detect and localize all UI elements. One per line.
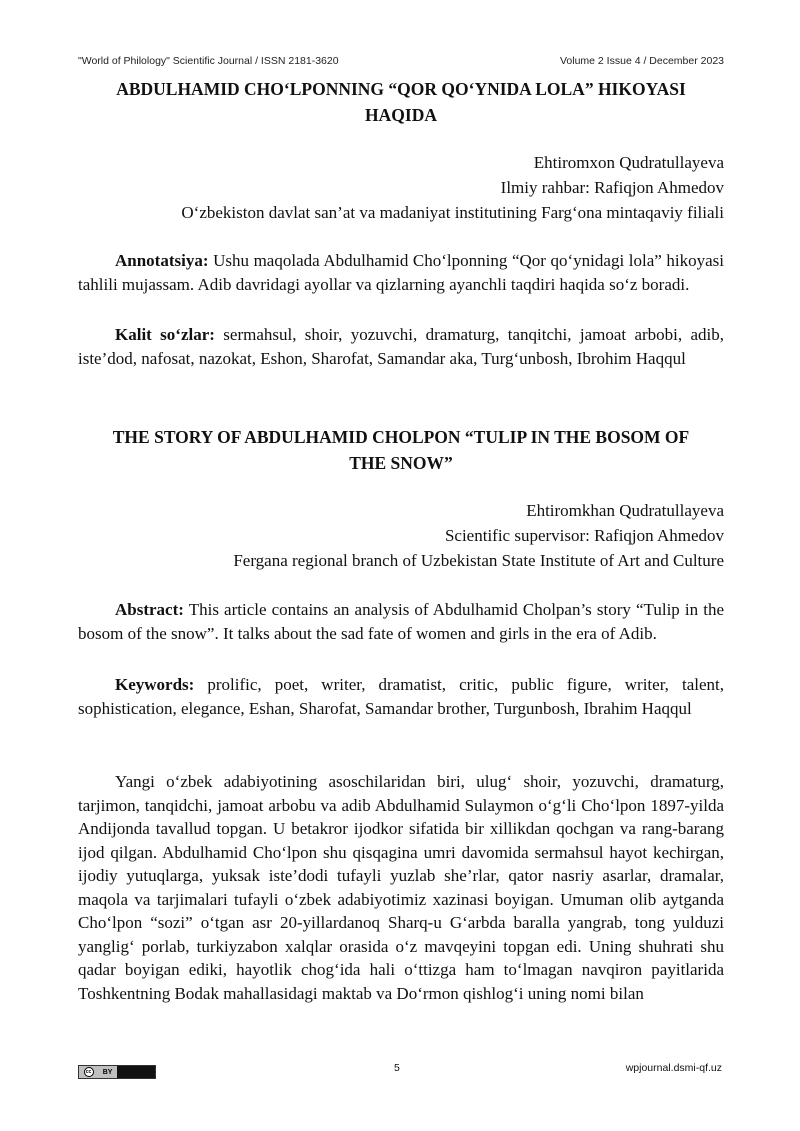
journal-name: "World of Philology" Scientific Journal / ISSN 2181-3620 [78,55,339,67]
uz-supervisor: Ilmiy rahbar: Rafiqjon Ahmedov [500,178,724,197]
en-supervisor: Scientific supervisor: Rafiqjon Ahmedov [444,526,724,545]
uz-abstract: Annotatsiya: Ushu maqolada Abdulhamid Cho‘lponning “Qor qo‘ynidagi lola” hikoyasi tahlili mujassam. Adib davridagi ayollar va qizlarning ayanchli taqdiri haqida so‘z boradi. [78,251,724,294]
body-paragraph: Yangi o‘zbek adabiyotining asoschilaridan biri, ulug‘ shoir, yozuvchi, dramaturg, tarjimon, tanqidchi, jamoat arbobu va adib Abdulhamid Sulaymon o‘g‘li Cho‘lpon 1897-yilda Andijonda tavallud topgan. U betakror ijodkor sifatida bir xillikdan qochgan va rang-barang ijod qilgan. Abdulhamid Cho‘lpon shu qisqagina umri davomida sermahsul hayot kechirgan, ijodiy yutuqlarga, yuksak iste’dodi tufayli yuzlab she’rlar, qator nasriy asarlar, dramalar, maqola va tarjimalari tufayli o‘zbek adabiyotimiz xazinasi boyigan. Umuman olib aytganda Cho‘lpon “sozi” o‘tgan asr 20-yillardanoq Sharq-u G‘arbda baralla yangrab, tong yulduzi yanglig‘ porlab, turkiyzabon xalqlar orasida o‘z mavqeyini topgan edi. Uning shuhrati shu qadar boyigan ediki, hayotlik chog‘ida hali o‘ttizga ham to‘lmagan navqiron payitlarida Toshkentning Bodak mahallasidagi maktab va Do‘rmon qishlog‘i uning nomi bilan [78,772,724,1003]
journal-website-link[interactable]: wpjournal.dsmi-qf.uz [625,1062,722,1074]
cc-icon: cc BY [79,1066,117,1078]
running-header [78,55,724,67]
uz-affiliation: O‘zbekiston davlat san’at va madaniyat institutining Farg‘ona mintaqaviy filiali [181,203,724,222]
cc-by-license-badge[interactable] [78,1065,156,1079]
uz-author: Ehtiromxon Qudratullayeva [533,153,724,172]
uz-byline [64,150,724,225]
en-keywords: Keywords: prolific, poet, writer, dramatist, critic, public figure, writer, talent, sophistication, elegance, Eshan, Sharofat, Samandar brother, Turgunbosh, Ibrahim Haqqul [78,675,724,718]
en-abstract: Abstract: This article contains an analysis of Abdulhamid Cholpan’s story “Tulip in the bosom of the snow”. It talks about the sad fate of women and girls in the era of Adib. [78,600,724,643]
uz-title: ABDULHAMID CHO‘LPONNING “QOR QO‘YNIDA LOLA” HIKOYASI HAQIDA [116,79,686,125]
uz-keywords: Kalit so‘zlar: sermahsul, shoir, yozuvchi, dramaturg, tanqitchi, jamoat arbobi, adib, iste’dod, nafosat, nazokat, Eshon, Sharofat, Samandar aka, Turg‘unbosh, Ibrohim Haqqul [78,325,724,368]
en-affiliation: Fergana regional branch of Uzbekistan State Institute of Art and Culture [233,551,724,570]
page-number: 5 [394,1062,400,1074]
license-bar [117,1066,155,1078]
en-author: Ehtiromkhan Qudratullayeva [526,501,724,520]
en-title: THE STORY OF ABDULHAMID CHOLPON “TULIP IN THE BOSOM OF THE SNOW” [112,427,690,473]
issue-info: Volume 2 Issue 4 / December 2023 [559,55,724,67]
en-byline [64,498,724,573]
